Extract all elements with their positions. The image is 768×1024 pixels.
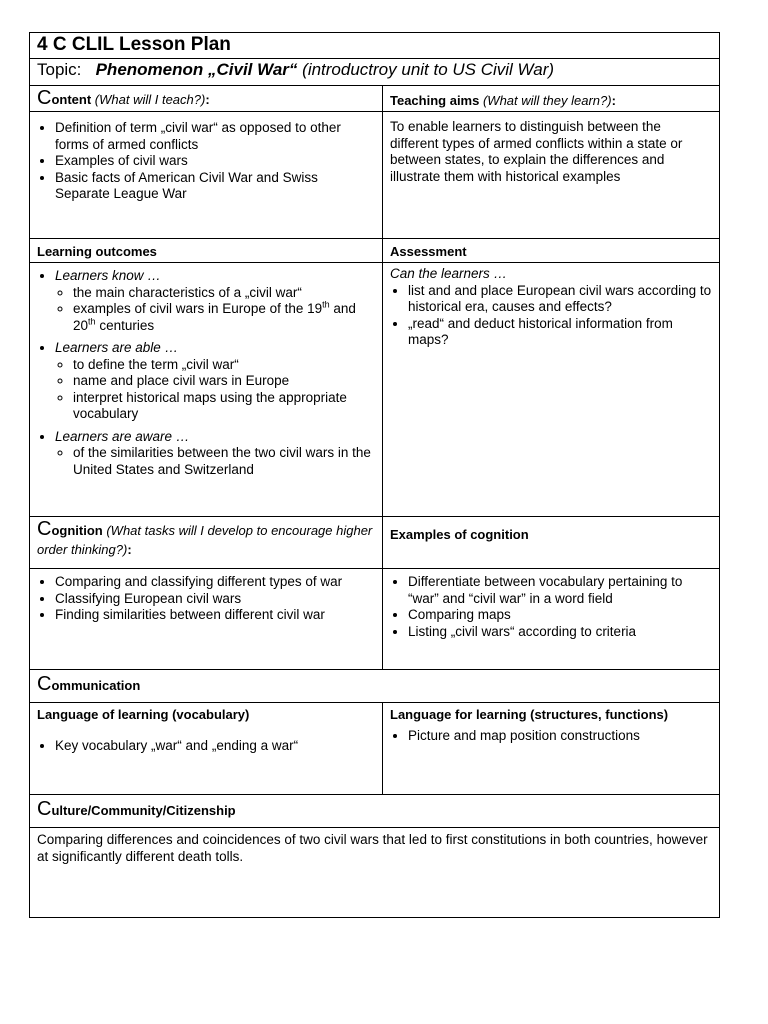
language-for-learning [383, 703, 719, 794]
culture-text: Comparing differences and coincidences of two civil wars that led to first constitutions in both countries, however at significantly different death tolls. [37, 832, 708, 864]
language-of-learning [30, 703, 383, 794]
examples-cognition-list [383, 569, 719, 669]
content-heading: Content (What will I teach?): [30, 86, 383, 111]
assessment-heading: Assessment [390, 244, 467, 259]
cognition-body-row [30, 569, 719, 670]
outcome-group-aware: • Learners are aware … ◦ of the similarities between the two civil wars in the United States and Switzerland [55, 429, 375, 479]
list-item: • Comparing and classifying different types of war [55, 574, 375, 591]
list-item: • Differentiate between vocabulary pertaining to “war” and “civil war” in a word field [408, 574, 712, 607]
examples-cognition-heading: Examples of cognition [390, 527, 529, 542]
outcomes-body-row [30, 263, 719, 517]
list-item: • Examples of civil wars [55, 153, 375, 170]
communication-body-row [30, 703, 719, 795]
cognition-header-row [30, 517, 719, 569]
topic-subtitle: (introductroy unit to US Civil War) [302, 60, 555, 79]
content-body-row [30, 112, 719, 239]
topic [30, 59, 719, 85]
list-item: ◦ the main characteristics of a „civil war“ [73, 285, 375, 302]
content-header-row [30, 86, 719, 112]
list-item: ◦ examples of civil wars in Europe of the 19th and 20th centuries [73, 301, 375, 334]
lesson-plan-table [29, 32, 720, 918]
topic-name: Phenomenon „Civil War“ [95, 60, 298, 79]
cognition-list [30, 569, 383, 669]
page-title: 4 C CLIL Lesson Plan [37, 34, 231, 55]
assessment-intro: Can the learners … [390, 266, 508, 281]
assessment-list [383, 263, 719, 516]
language-of-learning-heading: Language of learning (vocabulary) [37, 707, 250, 722]
outcomes-header-row [30, 239, 719, 263]
topic-row [30, 59, 719, 86]
outcome-group-able: • Learners are able … ◦ to define the term „civil war“ ◦ name and place civil wars in Europe ◦ interpret historical maps using the appropriate vocabulary [55, 340, 375, 423]
list-item: ◦ interpret historical maps using the appropriate vocabulary [73, 390, 375, 423]
outcome-group-know: • Learners know … ◦ the main characteristics of a „civil war“ ◦ examples of civil wars in Europe of the 19th and 20th centuries [55, 268, 375, 334]
list-item: • Key vocabulary „war“ and „ending a war“ [55, 738, 375, 755]
culture-body-row [30, 828, 719, 917]
communication-heading: Communication [37, 673, 141, 695]
list-item: • Listing „civil wars“ according to criteria [408, 624, 712, 641]
list-item: ◦ name and place civil wars in Europe [73, 373, 375, 390]
communication-header-row [30, 670, 719, 703]
learning-outcomes-heading: Learning outcomes [30, 239, 383, 262]
list-item: • Basic facts of American Civil War and Swiss Separate League War [55, 170, 375, 203]
list-item: • Comparing maps [408, 607, 712, 624]
list-item: • list and and place European civil wars according to historical era, causes and effects? [408, 283, 712, 316]
cognition-heading: Cognition (What tasks will I develop to encourage higher order thinking?): [30, 517, 383, 568]
list-item: ◦ of the similarities between the two civil wars in the United States and Switzerland [73, 445, 375, 478]
list-item: • Finding similarities between different civil war [55, 607, 375, 624]
list-item: ◦ to define the term „civil war“ [73, 357, 375, 374]
list-item: • Classifying European civil wars [55, 591, 375, 608]
list-item: • Picture and map position constructions [408, 728, 712, 745]
language-for-learning-heading: Language for learning (structures, functions) [390, 707, 669, 722]
teaching-aims-text: To enable learners to distinguish between the different types of armed conflicts within a state or between states, to explain the differences and illustrate them with historical examples [390, 119, 683, 184]
list-item: • „read“ and deduct historical information from maps? [408, 316, 712, 349]
title-row [30, 33, 719, 59]
culture-heading: Culture/Community/Citizenship [37, 798, 236, 820]
topic-label: Topic: [37, 60, 82, 79]
culture-header-row [30, 795, 719, 828]
teaching-aims-heading: Teaching aims (What will they learn?): [390, 93, 616, 108]
list-item: • Definition of term „civil war“ as opposed to other forms of armed conflicts [55, 120, 375, 153]
learning-outcomes-list [30, 263, 383, 516]
content-list [30, 112, 383, 238]
